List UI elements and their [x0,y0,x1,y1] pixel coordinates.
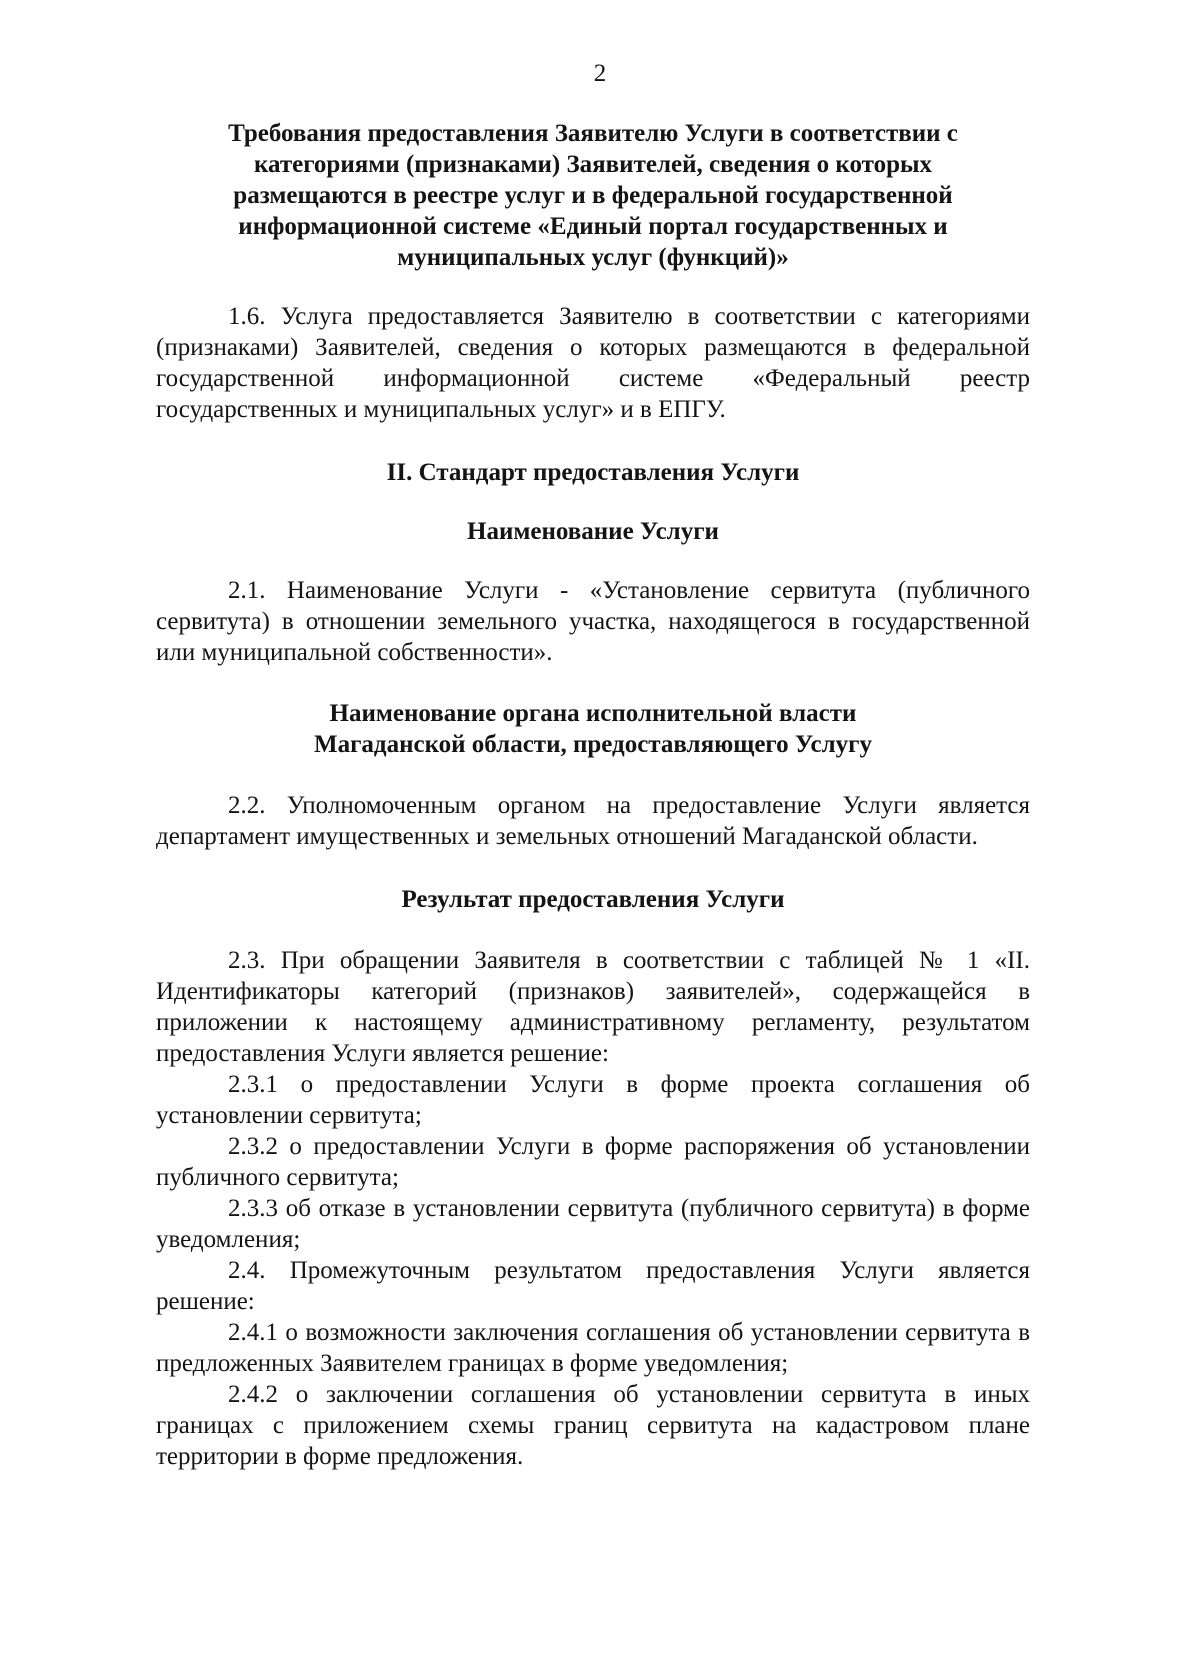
heading-result: Результат предоставления Услуги [401,886,785,913]
paragraph-2-4-1: 2.4.1 о возможности заключения соглашения об установлении сервитута в предложенных Заявителем границах в форме уведомления; [156,1319,1030,1377]
heading-line: Требования предоставления Заявителю Услуги в соответствии с [228,120,958,147]
paragraph-2-3: 2.3. При обращении Заявителя в соответствии с таблицей № 1 «II. Идентификаторы категорий (признаков) заявителей», содержащейся в приложении к настоящему административному регламенту, результатом предоставления Услуги является решение: [156,947,1030,1067]
heading-service-name: Наименование Услуги [467,518,719,545]
heading-line: муниципальных услуг (функций)» [397,244,789,271]
heading-line: размещаются в реестре услуг и в федеральной государственной [233,182,953,209]
paragraph-2-4-2: 2.4.2 о заключении соглашения об установлении сервитута в иных границах с приложением схемы границ сервитута на кадастровом плане территории в форме предложения. [156,1381,1030,1470]
paragraph-2-2: 2.2. Уполномоченным органом на предоставление Услуги является департамент имущественных и земельных отношений Магаданской области. [156,792,1030,850]
paragraph-2-4: 2.4. Промежуточным результатом предоставления Услуги является решение: [156,1257,1030,1315]
heading-line: информационной системе «Единый портал государственных и [238,213,948,240]
page-number: 2 [593,60,607,87]
heading-line: Наименование органа исполнительной власти [329,700,857,727]
paragraph-2-3-3: 2.3.3 об отказе в установлении сервитута (публичного сервитута) в форме уведомления; [156,1195,1030,1253]
paragraph-2-1: 2.1. Наименование Услуги - «Установление сервитута (публичного сервитута) в отношении земельного участка, находящегося в государственной или муниципальной собственности». [156,577,1030,666]
paragraph-1-6: 1.6. Услуга предоставляется Заявителю в соответствии с категориями (признаками) Заявителей, сведения о которых размещаются в федеральной государственной информационной системе «Федеральный реестр государственных и муниципальных услуг» и в ЕПГУ. [156,303,1030,423]
heading-line: Магаданской области, предоставляющего Услугу [313,731,873,758]
heading-authority [156,698,1030,760]
heading-line: категориями (признаками) Заявителей, сведения о которых [253,151,933,178]
section-title: II. Стандарт предоставления Услуги [386,459,800,486]
paragraph-2-3-1: 2.3.1 о предоставлении Услуги в форме проекта соглашения об установлении сервитута; [156,1071,1030,1129]
paragraph-2-3-2: 2.3.2 о предоставлении Услуги в форме распоряжения об установлении публичного сервитута; [156,1133,1030,1191]
heading-requirements [156,0,1030,273]
